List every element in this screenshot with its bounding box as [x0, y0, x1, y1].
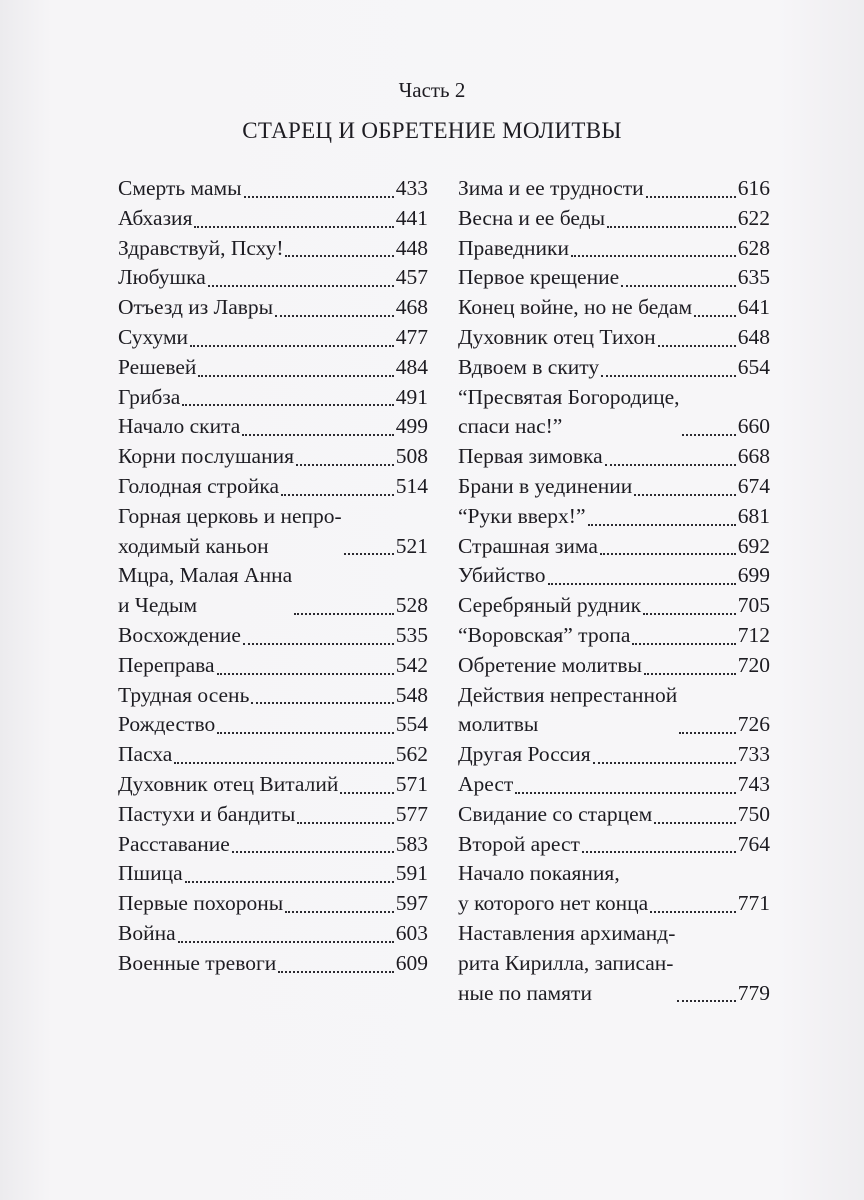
toc-entry-page: 654 [737, 354, 770, 379]
toc-entry [118, 651, 428, 681]
toc-entry [458, 323, 770, 353]
toc-entry [458, 442, 770, 472]
toc-entry-page: 477 [395, 324, 428, 349]
toc-entry-page: 562 [395, 742, 428, 767]
toc-entry-page: 764 [737, 831, 770, 856]
dot-leader [182, 404, 393, 406]
toc-entry-page: 591 [395, 861, 428, 886]
toc-entry-page: 628 [737, 235, 770, 260]
toc-entry [458, 830, 770, 860]
toc-entry-title: Второй арест [458, 831, 580, 856]
toc-entry-page: 681 [737, 503, 770, 528]
toc-entry-title: Конец войне, но не бедам [458, 295, 693, 320]
toc-entry-title: Праведники [458, 235, 570, 260]
toc-entry-title: Обретение молитвы [458, 652, 642, 677]
dot-leader [621, 285, 736, 287]
toc-entry [118, 323, 428, 353]
toc-entry-page: 779 [737, 980, 770, 1005]
toc-entry [458, 800, 770, 830]
toc-entry-title: Начало скита [118, 414, 241, 439]
toc-entry-title: Переправа [118, 652, 215, 677]
toc-entry-title: Любушка [118, 265, 206, 290]
dot-leader [644, 673, 736, 675]
dot-leader [285, 255, 393, 257]
toc-entry-page: 457 [395, 265, 428, 290]
dot-leader [694, 315, 736, 317]
toc-entry [458, 234, 770, 264]
toc-entry-title: Первая зимовка [458, 444, 603, 469]
dot-leader [208, 285, 394, 287]
dot-leader [654, 822, 736, 824]
dot-leader [658, 345, 736, 347]
toc-entry-title: Здравствуй, Псху! [118, 235, 284, 260]
dot-leader [515, 792, 735, 794]
toc-entry [458, 353, 770, 383]
toc-entry-title: “Руки вверх!” [458, 503, 586, 528]
dot-leader [198, 375, 393, 377]
toc-entry [118, 502, 428, 562]
toc-entry-title: Первые похороны [118, 891, 284, 916]
toc-entry-page: 448 [395, 235, 428, 260]
toc-entry [118, 174, 428, 204]
toc-entry [458, 591, 770, 621]
toc-entry-page: 548 [395, 682, 428, 707]
toc-entry [118, 472, 428, 502]
toc-entry-page: 743 [737, 771, 770, 796]
toc-entry [118, 412, 428, 442]
toc-entry [458, 681, 770, 741]
dot-leader [278, 971, 393, 973]
toc-entry-title: Свидание со старцем [458, 801, 653, 826]
toc-entry-title: Горная церковь и непро- ходимый каньон [118, 503, 342, 558]
toc-entry-title: Трудная осень [118, 682, 250, 707]
toc-entry [118, 949, 428, 979]
toc-entry-title: Начало покаяния, у которого нет конца [458, 861, 649, 916]
toc-entry-page: 648 [737, 324, 770, 349]
toc-entry-title: Другая Россия [458, 742, 591, 767]
toc-entry [458, 561, 770, 591]
dot-leader [582, 851, 736, 853]
toc-entry [458, 472, 770, 502]
toc-entry-page: 635 [737, 265, 770, 290]
toc-entry-page: 692 [737, 533, 770, 558]
toc-entry [458, 502, 770, 532]
toc-entry-title: Арест [458, 771, 514, 796]
toc-entry-title: Грибза [118, 384, 181, 409]
dot-leader [632, 643, 735, 645]
dot-leader [232, 851, 394, 853]
dot-leader [571, 255, 736, 257]
dot-leader [682, 434, 736, 436]
dot-leader [643, 613, 736, 615]
toc-entry-title: Сухуми [118, 324, 189, 349]
toc-entry [458, 859, 770, 919]
toc-entry-title: Пшица [118, 861, 183, 886]
toc-entry-page: 674 [737, 473, 770, 498]
toc-entry-page: 699 [737, 563, 770, 588]
toc-entry-title: Расставание [118, 831, 230, 856]
dot-leader [285, 911, 394, 913]
toc-entry [118, 204, 428, 234]
toc-entry-title: Рождество [118, 712, 216, 737]
toc-entry-title: Брани в уединении [458, 473, 633, 498]
toc-entry [458, 532, 770, 562]
toc-entry-title: Война [118, 920, 176, 945]
toc-entry [458, 919, 770, 1008]
dot-leader [251, 702, 393, 704]
toc-entry-page: 554 [395, 712, 428, 737]
toc-entry [118, 889, 428, 919]
dot-leader [217, 732, 394, 734]
toc-entry-title: Действия непрестанной молитвы [458, 682, 678, 737]
toc-entry-page: 720 [737, 652, 770, 677]
toc-entry-page: 660 [737, 414, 770, 439]
dot-leader [190, 345, 394, 347]
dot-leader [634, 494, 735, 496]
toc-entry-title: Зима и ее трудности [458, 176, 644, 200]
toc-entry [118, 919, 428, 949]
toc-entry-title: Страшная зима [458, 533, 598, 558]
dot-leader [344, 553, 394, 555]
toc-entry-title: Мцра, Малая Анна и Чедым [118, 563, 293, 618]
toc-entry-page: 771 [737, 891, 770, 916]
toc-entry-page: 597 [395, 891, 428, 916]
toc-entry-title: Голодная стройка [118, 473, 279, 498]
dot-leader [605, 464, 736, 466]
toc-entry-title: Пастухи и бандиты [118, 801, 296, 826]
toc-entry [458, 383, 770, 443]
toc-entry-title: Духовник отец Тихон [458, 324, 656, 349]
toc-entry-page: 641 [737, 295, 770, 320]
dot-leader [679, 732, 736, 734]
dot-leader [294, 613, 394, 615]
dot-leader [646, 196, 736, 198]
toc-entry [118, 561, 428, 621]
dot-leader [242, 434, 393, 436]
toc-entry-title: Отъезд из Лавры [118, 295, 274, 320]
toc-entry [118, 710, 428, 740]
dot-leader [601, 375, 736, 377]
dot-leader [650, 911, 736, 913]
toc-entry [118, 621, 428, 651]
dot-leader [275, 315, 394, 317]
toc-entry-title: Первое крещение [458, 265, 620, 290]
toc-entry [118, 293, 428, 323]
toc-entry-title: Восхождение [118, 622, 241, 647]
toc-entry [458, 621, 770, 651]
dot-leader [281, 494, 394, 496]
toc-entry-page: 468 [395, 295, 428, 320]
toc-entry [118, 353, 428, 383]
part-title: СТАРЕЦ И ОБРЕТЕНИЕ МОЛИТВЫ [242, 118, 622, 143]
dot-leader [243, 643, 394, 645]
part-label: Часть 2 [398, 78, 466, 102]
toc-entry-page: 521 [395, 533, 428, 558]
toc-entry-page: 514 [395, 473, 428, 498]
toc-entry-page: 508 [395, 444, 428, 469]
dot-leader [548, 583, 736, 585]
dot-leader [174, 762, 393, 764]
toc-entry-title: “Воровская” тропа [458, 622, 631, 647]
toc-entry [118, 770, 428, 800]
toc-entry-title: Серебряный рудник [458, 593, 642, 618]
toc-entry-page: 733 [737, 742, 770, 767]
toc-entry-title: Духовник отец Виталий [118, 771, 339, 796]
toc-entry [118, 800, 428, 830]
toc-entry-title: Смерть мамы [118, 176, 242, 200]
toc-entry [118, 830, 428, 860]
dot-leader [607, 226, 736, 228]
toc-entry [118, 740, 428, 770]
toc-entry [458, 204, 770, 234]
dot-leader [588, 524, 736, 526]
dot-leader [677, 1000, 735, 1002]
toc-entry-title: Решевей [118, 354, 197, 379]
toc-entry [118, 263, 428, 293]
toc-entry-page: 484 [395, 354, 428, 379]
toc-entry-page: 528 [395, 593, 428, 618]
toc-entry-page: 499 [395, 414, 428, 439]
toc-entry-page: 668 [737, 444, 770, 469]
dot-leader [600, 553, 736, 555]
toc-entry-page: 577 [395, 801, 428, 826]
toc-column-right [458, 174, 770, 1008]
toc-entry-page: 603 [395, 920, 428, 945]
toc-entry [458, 770, 770, 800]
toc-entry [458, 740, 770, 770]
toc-entry-page: 705 [737, 593, 770, 618]
toc-entry-page: 433 [395, 176, 428, 200]
toc-entry-page: 583 [395, 831, 428, 856]
toc-entry-page: 535 [395, 622, 428, 647]
toc-entry [458, 293, 770, 323]
toc-entry-title: Убийство [458, 563, 546, 588]
toc-entry [458, 174, 770, 204]
toc-entry-title: Военные тревоги [118, 950, 277, 975]
toc-entry [458, 651, 770, 681]
toc-entry-page: 441 [395, 205, 428, 230]
toc-entry-title: Наставления архиманд- рита Кирилла, записан- ные по памяти [458, 920, 676, 1005]
dot-leader [297, 822, 393, 824]
toc-entry-page: 491 [395, 384, 428, 409]
toc-entry [458, 263, 770, 293]
toc-entry-title: Вдвоем в скиту [458, 354, 600, 379]
toc-entry [118, 859, 428, 889]
toc-entry-page: 609 [395, 950, 428, 975]
dot-leader [185, 881, 394, 883]
toc-entry-page: 616 [737, 176, 770, 200]
toc-entry-page: 750 [737, 801, 770, 826]
dot-leader [178, 941, 394, 943]
toc-entry-title: Весна и ее беды [458, 205, 606, 230]
dot-leader [340, 792, 393, 794]
toc-entry-title: Пасха [118, 742, 173, 767]
toc-entry-page: 726 [737, 712, 770, 737]
toc-entry-page: 712 [737, 622, 770, 647]
toc-entry-page: 571 [395, 771, 428, 796]
toc-entry [118, 681, 428, 711]
toc-entry [118, 234, 428, 264]
dot-leader [194, 226, 393, 228]
toc-entry [118, 383, 428, 413]
toc-entry-title: Корни послушания [118, 444, 294, 469]
dot-leader [593, 762, 736, 764]
toc-column-left [118, 174, 428, 979]
toc-entry [118, 442, 428, 472]
dot-leader [296, 464, 394, 466]
toc-entry-title: “Пресвятая Богородице, спаси нас!” [458, 384, 680, 439]
toc-entry-page: 542 [395, 652, 428, 677]
dot-leader [217, 673, 394, 675]
toc-entry-page: 622 [737, 205, 770, 230]
dot-leader [244, 196, 394, 198]
toc-entry-title: Абхазия [118, 205, 193, 230]
